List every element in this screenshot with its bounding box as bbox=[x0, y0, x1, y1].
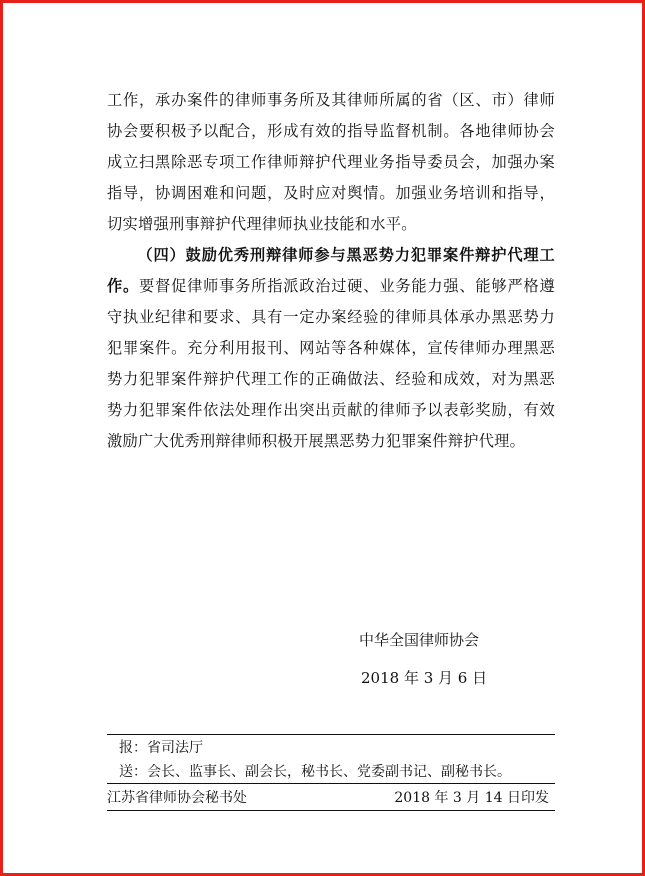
body-paragraph-1: 工作，承办案件的律师事务所及其律师所属的省（区、市）律师协会要积极予以配合，形成有效的指导监督机制。各地律师协会成立扫黑除恶专项工作律师辩护代理业务指导委员会，加强办案指导，协调困难和问题，及时应对舆情。加强业务培训和指导，切实增强刑事辩护代理律师执业技能和水平。 bbox=[107, 91, 555, 233]
footer-report-row bbox=[107, 735, 555, 759]
footer-issue-date: 2018 年 3 月 14 日印发 bbox=[394, 790, 549, 806]
footer-bottom-rule bbox=[107, 810, 555, 811]
footer-issue-row bbox=[107, 784, 555, 810]
footer-issuer: 江苏省律师协会秘书处 bbox=[107, 790, 247, 806]
footer-send-text: 送：会长、监事长、副会长，秘书长、党委副书记、副秘书长。 bbox=[119, 764, 511, 780]
signature-org: 中华全国律师协会 bbox=[359, 631, 480, 649]
signature-block bbox=[359, 621, 487, 697]
body-paragraph-2 bbox=[107, 240, 555, 457]
section-heading-4: （四）鼓励优秀刑辩律师参与黑恶势力犯罪案件辩护代理工作。 bbox=[107, 246, 555, 295]
document-body bbox=[107, 85, 555, 457]
distribution-footer bbox=[107, 734, 555, 811]
signature-date: 2018 年 3 月 6 日 bbox=[361, 669, 488, 687]
footer-send-row bbox=[107, 759, 555, 783]
footer-report-text: 报：省司法厅 bbox=[119, 740, 203, 756]
section-text-4: 要督促律师事务所指派政治过硬、业务能力强、能够严格遵守执业纪律和要求、具有一定办案经验的律师具体承办黑恶势力犯罪案件。充分利用报刊、网站等各种媒体，宣传律师办理黑恶势力犯罪案件辩护代理工作的正确做法、经验和成效，对为黑恶势力犯罪案件依法处理作出突出贡献的律师予以表彰奖励，有效激励广大优秀刑辩律师积极开展黑恶势力犯罪案件辩护代理。 bbox=[107, 277, 555, 450]
